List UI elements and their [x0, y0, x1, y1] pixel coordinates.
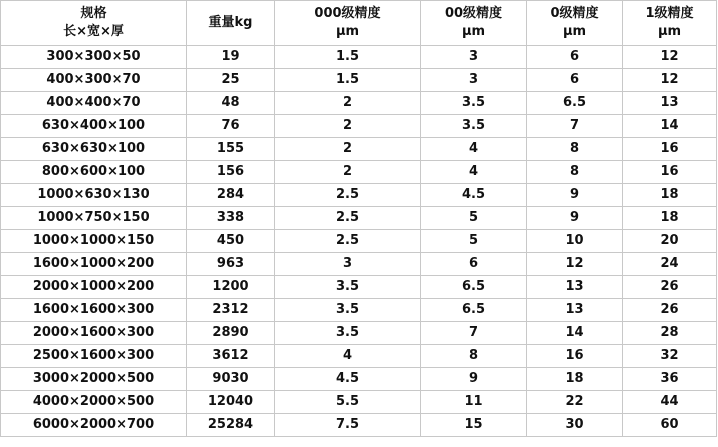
- grade-000-cell: 2: [275, 138, 421, 161]
- grade-000-cell: 4: [275, 345, 421, 368]
- header-spec-label: 规格: [80, 6, 107, 21]
- header-weight: [187, 1, 275, 46]
- grade-000-cell: 3: [275, 253, 421, 276]
- spec-cell: 1600×1000×200: [1, 253, 187, 276]
- grade-1-cell: 12: [623, 46, 717, 69]
- grade-000-cell: 1.5: [275, 69, 421, 92]
- grade-1-cell: 18: [623, 207, 717, 230]
- table-row: [1, 230, 717, 253]
- grade-1-cell: 28: [623, 322, 717, 345]
- grade-0-cell: 6: [527, 69, 623, 92]
- weight-cell: 25284: [187, 414, 275, 437]
- grade-00-cell: 4.5: [421, 184, 527, 207]
- grade-00-cell: 7: [421, 322, 527, 345]
- grade-00-cell: 5: [421, 230, 527, 253]
- grade-00-cell: 4: [421, 138, 527, 161]
- grade-1-cell: 13: [623, 92, 717, 115]
- header-row: [1, 1, 717, 46]
- spec-cell: 400×300×70: [1, 69, 187, 92]
- grade-0-cell: 6: [527, 46, 623, 69]
- spec-cell: 1000×750×150: [1, 207, 187, 230]
- grade-00-cell: 11: [421, 391, 527, 414]
- weight-cell: 338: [187, 207, 275, 230]
- weight-cell: 963: [187, 253, 275, 276]
- grade-00-cell: 4: [421, 161, 527, 184]
- grade-1-cell: 44: [623, 391, 717, 414]
- spec-cell: 2500×1600×300: [1, 345, 187, 368]
- grade-0-cell: 12: [527, 253, 623, 276]
- header-grade-0-unit: μm: [562, 24, 587, 39]
- header-grade-00-label: 00级精度: [444, 6, 503, 21]
- grade-0-cell: 8: [527, 138, 623, 161]
- table-row: [1, 115, 717, 138]
- grade-000-cell: 4.5: [275, 368, 421, 391]
- grade-0-cell: 8: [527, 161, 623, 184]
- grade-000-cell: 3.5: [275, 322, 421, 345]
- header-grade-00-unit: μm: [461, 24, 486, 39]
- grade-00-cell: 6.5: [421, 299, 527, 322]
- header-spec: [1, 1, 187, 46]
- weight-cell: 156: [187, 161, 275, 184]
- grade-00-cell: 9: [421, 368, 527, 391]
- weight-cell: 9030: [187, 368, 275, 391]
- grade-000-cell: 2.5: [275, 230, 421, 253]
- header-grade-1: [623, 1, 717, 46]
- spec-cell: 6000×2000×700: [1, 414, 187, 437]
- header-grade-1-unit: μm: [657, 24, 682, 39]
- spec-cell: 1600×1600×300: [1, 299, 187, 322]
- spec-cell: 4000×2000×500: [1, 391, 187, 414]
- grade-1-cell: 16: [623, 138, 717, 161]
- spec-cell: 2000×1000×200: [1, 276, 187, 299]
- table-row: [1, 345, 717, 368]
- spec-cell: 400×400×70: [1, 92, 187, 115]
- grade-0-cell: 6.5: [527, 92, 623, 115]
- grade-00-cell: 5: [421, 207, 527, 230]
- grade-1-cell: 36: [623, 368, 717, 391]
- grade-1-cell: 26: [623, 299, 717, 322]
- table-row: [1, 138, 717, 161]
- grade-00-cell: 8: [421, 345, 527, 368]
- weight-cell: 2890: [187, 322, 275, 345]
- grade-000-cell: 2: [275, 92, 421, 115]
- table-row: [1, 69, 717, 92]
- grade-000-cell: 7.5: [275, 414, 421, 437]
- table-row: [1, 253, 717, 276]
- grade-0-cell: 9: [527, 207, 623, 230]
- spec-cell: 1000×630×130: [1, 184, 187, 207]
- grade-000-cell: 2.5: [275, 184, 421, 207]
- table-row: [1, 414, 717, 437]
- grade-00-cell: 3: [421, 46, 527, 69]
- grade-00-cell: 15: [421, 414, 527, 437]
- grade-1-cell: 14: [623, 115, 717, 138]
- grade-0-cell: 7: [527, 115, 623, 138]
- table-row: [1, 92, 717, 115]
- grade-000-cell: 2.5: [275, 207, 421, 230]
- weight-cell: 19: [187, 46, 275, 69]
- weight-cell: 1200: [187, 276, 275, 299]
- grade-1-cell: 20: [623, 230, 717, 253]
- table-body: [1, 46, 717, 437]
- table-row: [1, 368, 717, 391]
- spec-cell: 2000×1600×300: [1, 322, 187, 345]
- spec-cell: 1000×1000×150: [1, 230, 187, 253]
- table-row: [1, 322, 717, 345]
- spec-cell: 630×630×100: [1, 138, 187, 161]
- table-row: [1, 299, 717, 322]
- grade-1-cell: 18: [623, 184, 717, 207]
- grade-000-cell: 3.5: [275, 299, 421, 322]
- spec-cell: 800×600×100: [1, 161, 187, 184]
- grade-000-cell: 5.5: [275, 391, 421, 414]
- grade-1-cell: 26: [623, 276, 717, 299]
- grade-000-cell: 2: [275, 115, 421, 138]
- table-row: [1, 184, 717, 207]
- weight-cell: 450: [187, 230, 275, 253]
- grade-0-cell: 14: [527, 322, 623, 345]
- weight-cell: 48: [187, 92, 275, 115]
- grade-0-cell: 16: [527, 345, 623, 368]
- grade-1-cell: 16: [623, 161, 717, 184]
- weight-cell: 25: [187, 69, 275, 92]
- grade-1-cell: 24: [623, 253, 717, 276]
- grade-1-cell: 60: [623, 414, 717, 437]
- table-row: [1, 391, 717, 414]
- table-row: [1, 46, 717, 69]
- spec-cell: 300×300×50: [1, 46, 187, 69]
- weight-cell: 12040: [187, 391, 275, 414]
- grade-0-cell: 9: [527, 184, 623, 207]
- spec-cell: 3000×2000×500: [1, 368, 187, 391]
- header-grade-000-unit: μm: [335, 24, 360, 39]
- weight-cell: 3612: [187, 345, 275, 368]
- weight-cell: 76: [187, 115, 275, 138]
- weight-cell: 2312: [187, 299, 275, 322]
- header-grade-0-label: 0级精度: [550, 6, 599, 21]
- table-row: [1, 207, 717, 230]
- header-weight-label: 重量kg: [208, 15, 253, 30]
- weight-cell: 155: [187, 138, 275, 161]
- grade-000-cell: 3.5: [275, 276, 421, 299]
- grade-00-cell: 3.5: [421, 92, 527, 115]
- grade-000-cell: 2: [275, 161, 421, 184]
- weight-cell: 284: [187, 184, 275, 207]
- header-grade-000-label: 000级精度: [314, 6, 381, 21]
- grade-1-cell: 32: [623, 345, 717, 368]
- grade-1-cell: 12: [623, 69, 717, 92]
- spec-cell: 630×400×100: [1, 115, 187, 138]
- grade-0-cell: 30: [527, 414, 623, 437]
- grade-00-cell: 6: [421, 253, 527, 276]
- grade-00-cell: 3: [421, 69, 527, 92]
- grade-0-cell: 13: [527, 299, 623, 322]
- table-row: [1, 161, 717, 184]
- header-spec-unit: 长×宽×厚: [63, 24, 124, 39]
- grade-00-cell: 6.5: [421, 276, 527, 299]
- table-row: [1, 276, 717, 299]
- grade-0-cell: 22: [527, 391, 623, 414]
- header-grade-0: [527, 1, 623, 46]
- header-grade-000: [275, 1, 421, 46]
- grade-0-cell: 13: [527, 276, 623, 299]
- grade-0-cell: 10: [527, 230, 623, 253]
- header-grade-00: [421, 1, 527, 46]
- header-grade-1-label: 1级精度: [645, 6, 694, 21]
- table-header: [1, 1, 717, 46]
- grade-000-cell: 1.5: [275, 46, 421, 69]
- grade-0-cell: 18: [527, 368, 623, 391]
- grade-00-cell: 3.5: [421, 115, 527, 138]
